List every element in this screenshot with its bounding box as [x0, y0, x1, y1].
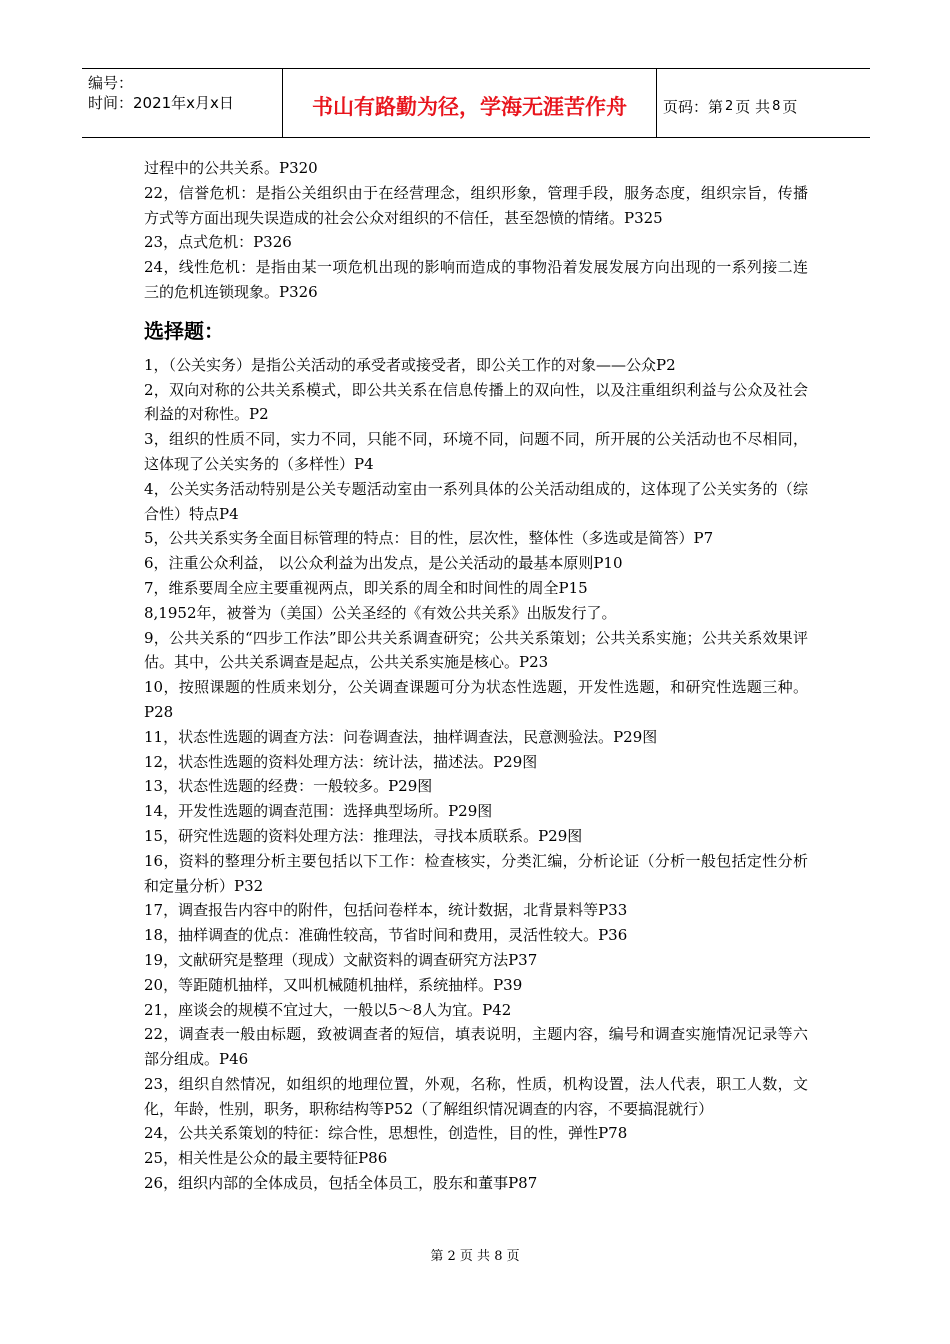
page-header: [82, 68, 870, 138]
choice-item: 26，组织内部的全体成员，包括全体员工，股东和董事P87: [144, 1174, 538, 1193]
choice-item: 14，开发性选题的调查范围：选择典型场所。P29图: [144, 802, 493, 821]
choice-item: 16，资料的整理分析主要包括以下工作：检查核实，分类汇编，分析论证（分析一般包括定性分析和定量分析）P32: [144, 851, 808, 895]
intro-paragraph: 24，线性危机：是指由某一项危机出现的影响而造成的事物沿着发展发展方向出现的一系列接二连三的危机连锁现象。P326: [144, 258, 808, 301]
choice-item: 1，（公关实务）是指公关活动的承受者或接受者，即公关工作的对象——公众P2: [144, 355, 676, 374]
choice-item: 21，座谈会的规模不宜过大，一般以5～8人为宜。P42: [144, 1000, 512, 1019]
choice-item: 9，公共关系的“四步工作法”即公共关系调查研究；公共关系策划；公共关系实施；公共关系效果评估。其中，公共关系调查是起点，公共关系实施是核心。P23: [144, 628, 808, 672]
intro-paragraph: 22，信誉危机：是指公关组织由于在经营理念，组织形象，管理手段，服务态度，组织宗旨，传播方式等方面出现失误造成的社会公众对组织的不信任，甚至怨愤的情绪。P325: [144, 183, 808, 227]
page-current: 2: [725, 98, 734, 114]
choice-item: 13，状态性选题的经费：一般较多。P29图: [144, 777, 433, 796]
header-page-info: [657, 69, 870, 137]
page-suffix: 页: [782, 97, 798, 116]
choice-item: 10，按照课题的性质来划分，公关调查课题可分为状态性选题，开发性选题，和研究性选题三种。P28: [144, 678, 808, 721]
choice-items: [144, 353, 808, 1196]
choice-item: 22，调查表一般由标题，致被调查者的短信，填表说明，主题内容，编号和调查实施情况记录等六部分组成。P46: [144, 1025, 808, 1069]
section-title: 选择题：: [144, 318, 224, 343]
choice-item: 19，文献研究是整理（现成）文献资料的调查研究方法P37: [144, 950, 538, 969]
choice-item: 8,1952年，被誉为（美国）公关圣经的《有效公共关系》出版发行了。: [144, 603, 617, 622]
choice-item: 4，公关实务活动特别是公关专题活动室由一系列具体的公关活动组成的，这体现了公关实务的（综合性）特点P4: [144, 479, 808, 523]
document-body: [144, 156, 808, 1196]
choice-item: 6，注重公众利益， 以公众利益为出发点，是公关活动的最基本原则P10: [144, 554, 623, 573]
number-label: 编号：: [88, 74, 134, 92]
page-prefix: 页码：第: [663, 97, 724, 116]
choice-item: 23，组织自然情况，如组织的地理位置，外观，名称，性质，机构设置，法人代表，职工人数，文化，年龄，性别，职务，职称结构等P52（了解组织情况调查的内容，不要搞混就行）: [144, 1074, 808, 1118]
choice-item: 7，维系要周全应主要重视两点，即关系的周全和时间性的周全P15: [144, 578, 588, 597]
choice-item: 5，公共关系实务全面目标管理的特点：目的性，层次性，整体性（多选或是简答）P7: [144, 529, 714, 548]
choice-item: 20，等距随机抽样，又叫机械随机抽样，系统抽样。P39: [144, 975, 523, 994]
header-motto: 书山有路勤为径，学海无涯苦作舟: [283, 69, 657, 137]
intro-paragraphs: [144, 156, 808, 305]
choice-item: 18，抽样调查的优点：准确性较高，节省时间和费用，灵活性较大。P36: [144, 926, 628, 945]
intro-paragraph: 23，点式危机：P326: [144, 233, 292, 252]
choice-item: 11，状态性选题的调查方法：问卷调查法，抽样调查法，民意测验法。P29图: [144, 727, 658, 746]
page-total: 8: [772, 98, 781, 114]
page-footer: 第 2 页 共 8 页: [430, 1249, 520, 1264]
time-label: 时间：2021年x月x日: [88, 94, 234, 112]
choice-item: 17，调查报告内容中的附件，包括问卷样本，统计数据，北背景料等P33: [144, 901, 628, 920]
choice-item: 25，相关性是公众的最主要特征P86: [144, 1149, 388, 1168]
choice-item: 15，研究性选题的资料处理方法：推理法，寻找本质联系。P29图: [144, 826, 583, 845]
header-meta: [82, 69, 283, 137]
choice-item: 3，组织的性质不同，实力不同，只能不同，环境不同，问题不同，所开展的公关活动也不尽相同，这体现了公关实务的（多样性）P4: [144, 430, 808, 473]
page-middle: 页 共: [735, 97, 771, 116]
choice-item: 2，双向对称的公共关系模式，即公共关系在信息传播上的双向性，以及注重组织利益与公众及社会利益的对称性。P2: [144, 380, 808, 424]
intro-paragraph: 过程中的公共关系。P320: [144, 159, 318, 177]
choice-item: 12，状态性选题的资料处理方法：统计法，描述法。P29图: [144, 752, 538, 771]
choice-item: 24，公共关系策划的特征：综合性，思想性，创造性，目的性，弹性P78: [144, 1124, 628, 1143]
